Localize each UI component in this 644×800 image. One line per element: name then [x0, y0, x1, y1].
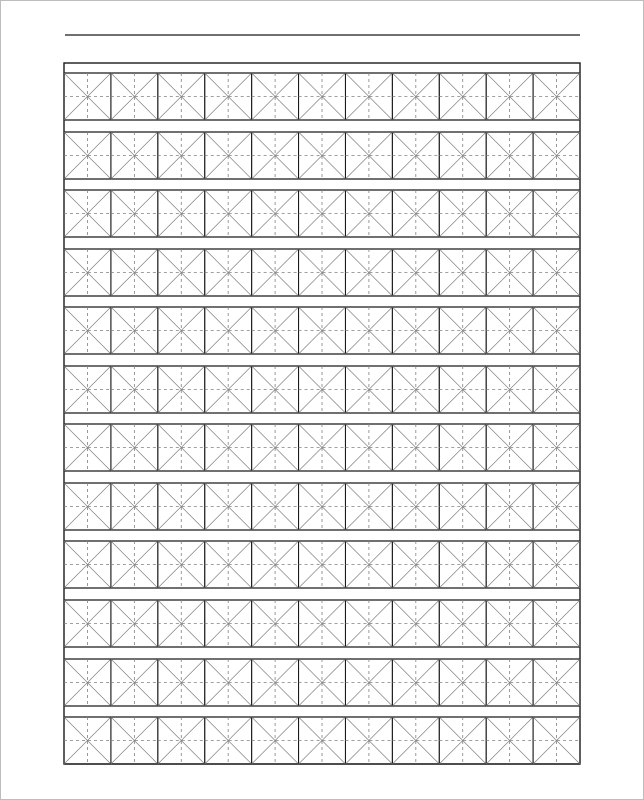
grid-cell[interactable]	[439, 249, 486, 296]
grid-row	[64, 600, 580, 647]
grid-cell[interactable]	[486, 366, 533, 413]
grid-cell[interactable]	[205, 541, 252, 588]
grid-cell[interactable]	[64, 73, 111, 120]
grid-cell[interactable]	[158, 659, 205, 706]
grid-cell[interactable]	[111, 659, 158, 706]
grid-cell[interactable]	[486, 73, 533, 120]
grid-cell[interactable]	[111, 190, 158, 237]
grid-cell[interactable]	[486, 307, 533, 354]
grid-cell[interactable]	[252, 483, 299, 530]
grid-cell[interactable]	[252, 600, 299, 647]
grid-cell[interactable]	[392, 483, 439, 530]
grid-cell[interactable]	[299, 73, 346, 120]
grid-cell[interactable]	[486, 132, 533, 179]
grid-cell[interactable]	[111, 307, 158, 354]
grid-cell[interactable]	[486, 190, 533, 237]
grid-cell[interactable]	[252, 366, 299, 413]
grid-cell[interactable]	[111, 717, 158, 764]
grid-cell[interactable]	[299, 366, 346, 413]
grid-cell[interactable]	[392, 717, 439, 764]
grid-cell[interactable]	[299, 659, 346, 706]
grid-cell[interactable]	[345, 659, 392, 706]
grid-cell[interactable]	[158, 717, 205, 764]
grid-cell[interactable]	[439, 541, 486, 588]
grid-cell[interactable]	[439, 190, 486, 237]
grid-cell[interactable]	[345, 307, 392, 354]
grid-cell[interactable]	[158, 132, 205, 179]
grid-cell[interactable]	[345, 717, 392, 764]
grid-cell[interactable]	[345, 483, 392, 530]
grid-cell[interactable]	[439, 73, 486, 120]
grid-cell[interactable]	[439, 132, 486, 179]
grid-cell[interactable]	[486, 717, 533, 764]
grid-cell[interactable]	[486, 659, 533, 706]
grid-cell[interactable]	[158, 541, 205, 588]
grid-cell[interactable]	[205, 600, 252, 647]
grid-cell[interactable]	[486, 600, 533, 647]
grid-cell[interactable]	[252, 659, 299, 706]
grid-cell[interactable]	[64, 600, 111, 647]
grid-cell[interactable]	[64, 366, 111, 413]
grid-cell[interactable]	[64, 483, 111, 530]
grid-cell[interactable]	[64, 659, 111, 706]
grid-cell[interactable]	[392, 307, 439, 354]
grid-cell[interactable]	[533, 249, 580, 296]
grid-cell[interactable]	[392, 659, 439, 706]
grid-cell[interactable]	[392, 424, 439, 471]
grid-row	[64, 659, 580, 706]
grid-cell[interactable]	[252, 73, 299, 120]
grid-cell[interactable]	[533, 366, 580, 413]
grid-cell[interactable]	[533, 483, 580, 530]
grid-cell[interactable]	[439, 659, 486, 706]
grid-cell[interactable]	[252, 307, 299, 354]
grid-cell[interactable]	[64, 541, 111, 588]
grid-row	[64, 132, 580, 179]
grid-cell[interactable]	[64, 190, 111, 237]
grid-cell[interactable]	[111, 600, 158, 647]
grid-rows	[64, 73, 580, 764]
grid-cell[interactable]	[205, 132, 252, 179]
grid-row	[64, 483, 580, 530]
grid-cell[interactable]	[205, 424, 252, 471]
grid-cell[interactable]	[439, 483, 486, 530]
grid-cell[interactable]	[345, 366, 392, 413]
grid-cell[interactable]	[439, 366, 486, 413]
grid-cell[interactable]	[533, 132, 580, 179]
grid-cell[interactable]	[252, 424, 299, 471]
grid-cell[interactable]	[252, 541, 299, 588]
grid-cell[interactable]	[439, 424, 486, 471]
grid-cell[interactable]	[111, 249, 158, 296]
grid-cell[interactable]	[111, 483, 158, 530]
grid-cell[interactable]	[299, 424, 346, 471]
grid-row	[64, 73, 580, 120]
grid-cell[interactable]	[392, 249, 439, 296]
grid-cell[interactable]	[486, 249, 533, 296]
grid-cell[interactable]	[299, 541, 346, 588]
grid-cell[interactable]	[392, 541, 439, 588]
grid-cell[interactable]	[158, 307, 205, 354]
grid-cell[interactable]	[345, 73, 392, 120]
grid-cell[interactable]	[299, 249, 346, 296]
grid-cell[interactable]	[158, 424, 205, 471]
grid-cell[interactable]	[252, 717, 299, 764]
grid-cell[interactable]	[533, 659, 580, 706]
grid-row	[64, 190, 580, 237]
grid-cell[interactable]	[486, 483, 533, 530]
grid-cell[interactable]	[158, 190, 205, 237]
grid-cell[interactable]	[64, 132, 111, 179]
grid-cell[interactable]	[205, 659, 252, 706]
grid-cell[interactable]	[111, 73, 158, 120]
grid-cell[interactable]	[205, 73, 252, 120]
grid-cell[interactable]	[205, 483, 252, 530]
grid-cell[interactable]	[64, 424, 111, 471]
grid-cell[interactable]	[111, 132, 158, 179]
grid-row	[64, 424, 580, 471]
grid-cell[interactable]	[299, 717, 346, 764]
grid-cell[interactable]	[392, 366, 439, 413]
grid-cell[interactable]	[345, 541, 392, 588]
grid-cell[interactable]	[64, 717, 111, 764]
grid-cell[interactable]	[486, 541, 533, 588]
grid-cell[interactable]	[439, 600, 486, 647]
grid-cell[interactable]	[345, 249, 392, 296]
grid-cell[interactable]	[64, 249, 111, 296]
grid-cell[interactable]	[345, 132, 392, 179]
grid-row	[64, 307, 580, 354]
grid-cell[interactable]	[205, 717, 252, 764]
grid-row	[64, 541, 580, 588]
grid-cell[interactable]	[158, 73, 205, 120]
grid-cell[interactable]	[392, 132, 439, 179]
grid-cell[interactable]	[252, 132, 299, 179]
grid-cell[interactable]	[252, 190, 299, 237]
grid-cell[interactable]	[158, 600, 205, 647]
grid-cell[interactable]	[299, 307, 346, 354]
grid-cell[interactable]	[111, 424, 158, 471]
grid-cell[interactable]	[533, 190, 580, 237]
grid-cell[interactable]	[533, 73, 580, 120]
grid-cell[interactable]	[345, 600, 392, 647]
grid-cell[interactable]	[533, 717, 580, 764]
grid-cell[interactable]	[64, 307, 111, 354]
grid-cell[interactable]	[205, 190, 252, 237]
grid-cell[interactable]	[299, 600, 346, 647]
grid-row	[64, 717, 580, 764]
grid-row	[64, 249, 580, 296]
grid-cell[interactable]	[158, 366, 205, 413]
grid-cell[interactable]	[111, 541, 158, 588]
grid-cell[interactable]	[533, 307, 580, 354]
grid-cell[interactable]	[486, 424, 533, 471]
grid-cell[interactable]	[205, 307, 252, 354]
grid-cell[interactable]	[392, 190, 439, 237]
grid-cell[interactable]	[392, 73, 439, 120]
grid-cell[interactable]	[205, 366, 252, 413]
grid-cell[interactable]	[158, 483, 205, 530]
grid-cell[interactable]	[299, 483, 346, 530]
grid-cell[interactable]	[252, 249, 299, 296]
grid-cell[interactable]	[299, 190, 346, 237]
grid-cell[interactable]	[111, 366, 158, 413]
grid-cell[interactable]	[533, 600, 580, 647]
grid-cell[interactable]	[533, 424, 580, 471]
grid-cell[interactable]	[345, 190, 392, 237]
grid-cell[interactable]	[392, 600, 439, 647]
grid-row	[64, 366, 580, 413]
grid-cell[interactable]	[533, 541, 580, 588]
grid-cell[interactable]	[439, 307, 486, 354]
grid-cell[interactable]	[299, 132, 346, 179]
grid-cell[interactable]	[158, 249, 205, 296]
grid-cell[interactable]	[205, 249, 252, 296]
grid-cell[interactable]	[439, 717, 486, 764]
grid-cell[interactable]	[345, 424, 392, 471]
